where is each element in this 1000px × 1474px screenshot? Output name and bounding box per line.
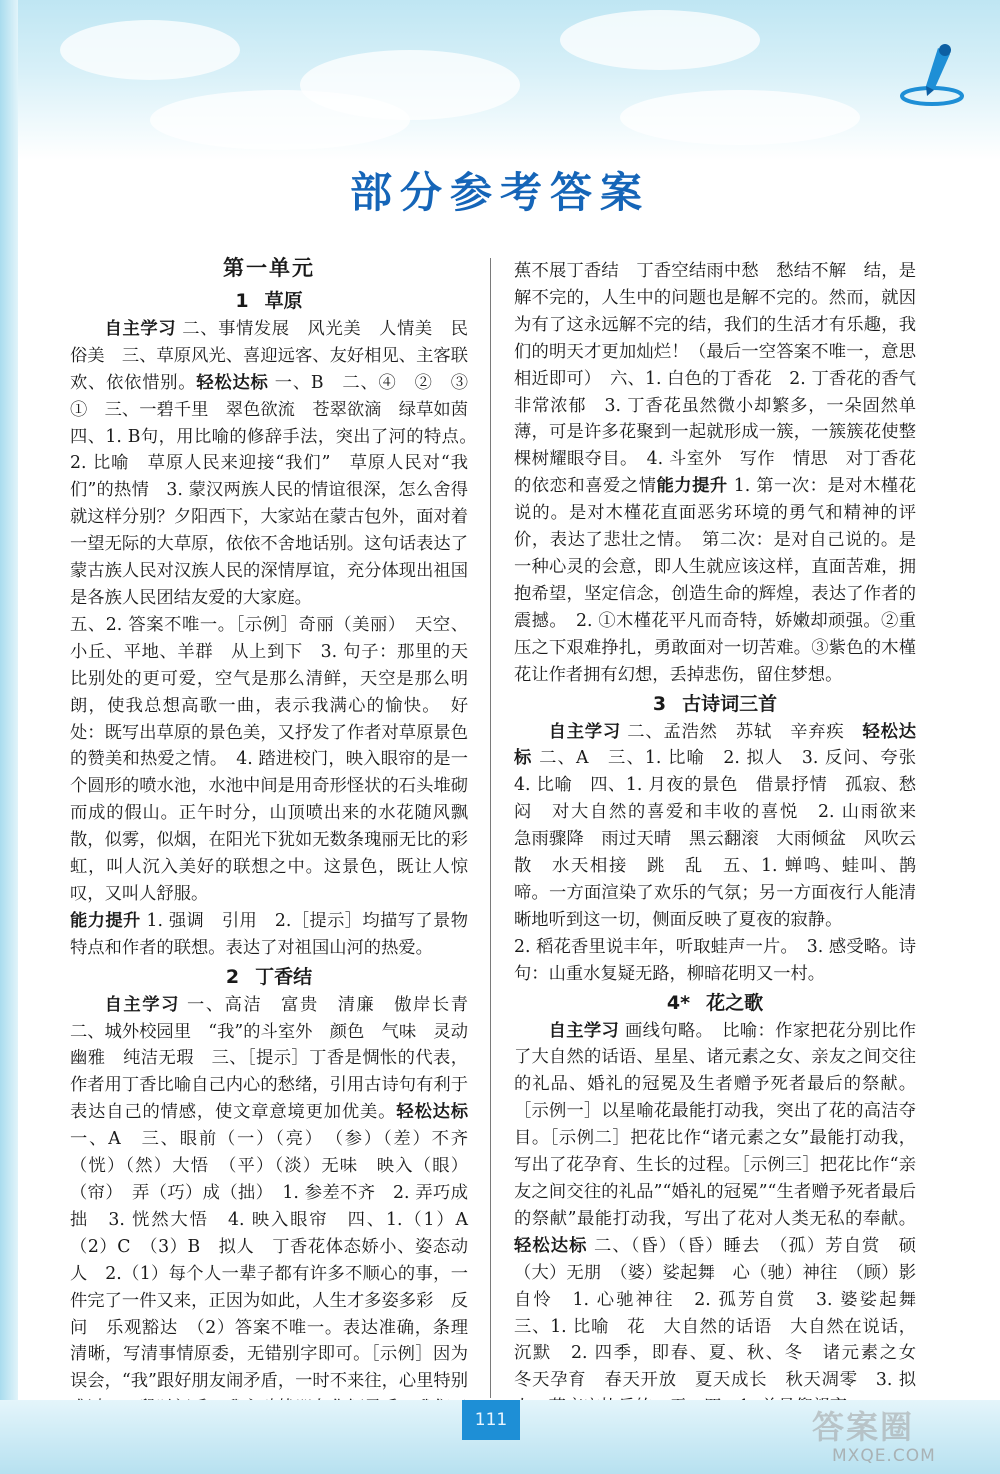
- lesson-title: [514, 988, 916, 1018]
- lesson-name: 丁香结: [255, 965, 313, 988]
- section-label: 自主学习: [104, 994, 180, 1015]
- lesson-number: 4*: [666, 991, 691, 1014]
- lesson-number: 3: [652, 692, 667, 715]
- section-label: 自主学习: [548, 1020, 620, 1041]
- answer-text: 二、事情发展 风光美 人情美 民俗美 三、草原风光、喜迎远客、友好相见、主客联欢、依依惜别。: [70, 318, 468, 393]
- lesson-title: [70, 286, 468, 316]
- section-label: 轻松达标: [514, 1235, 588, 1256]
- section-label: 轻松达标: [196, 372, 269, 393]
- watermark-url: MXQE.COM: [832, 1446, 936, 1466]
- answer-text: 2. 稻花香里说丰年，听取蛙声一片。 3. 感受略。诗句：山重水复疑无路，柳暗花明又一村。: [514, 936, 916, 984]
- answer-paragraph: [70, 908, 468, 962]
- page-number: 111: [462, 1400, 520, 1440]
- answer-paragraph: [514, 719, 934, 934]
- answer-text: 一、B 二、④ ② ③ ① 三、一碧千里 翠色欲流 苍翠欲滴 绿草如茵 四、1. B句，用比喻的修辞手法，突出了河的特点。 2. 比喻 草原人民来迎接“我们” 草原人民对“我们”的热情 3. 蒙汉两族人民的情谊很深，怎么舍得就这样分别？夕阳西下，大家站在蒙古包外，面对着一望无际的大草原，依依不舍地话别。这句话表达了蒙古族人民对汉族人民的深情厚谊，充分体现出祖国是各族人民团结友爱的大家庭。: [70, 372, 486, 608]
- lesson-name: 古诗词三首: [682, 692, 778, 715]
- section-label: 轻松达标: [396, 1102, 468, 1123]
- lesson-name: 花之歌: [706, 991, 764, 1014]
- left-edge-band: [0, 0, 18, 1474]
- answer-text: 画线句略。 比喻：作家把花分别比作了大自然的话语、星星、诸元素之女、亲友之间交往的礼品、婚礼的冠冕及生者赠予死者最后的祭献。［示例一］以星喻花最能打动我，突出了花的高洁夺目。［示例二］把花比作“诸元素之女”最能打动我，写出了花孕育、生长的过程。［示例三］把花比作“亲友之间交往的礼品”“婚礼的冠冕”“生者赠予死者最后的祭献”最能打动我，写出了花对人类无私的奉献。: [514, 1020, 916, 1229]
- answer-paragraph: [514, 258, 916, 689]
- lesson-name: 草原: [264, 289, 303, 312]
- lesson-title: [514, 689, 916, 719]
- answer-text: 五、2. 答案不唯一。［示例］奇丽（美丽） 天空、小丘、平地、羊群 从上到下 3. 句子：那里的天比别处的更可爱，空气是那么清鲜，天空是那么明朗，使我总想高歌一曲，表示我满心的愉快。 好处：既写出草原的景色美，又抒发了作者对草原景色的赞美和热爱之情。 4. 踏进校门，映入眼帘的是一个圆形的喷水池，水池中间是用奇形怪状的石头堆砌而成的假山。正午时分，山顶喷出来的水花随风飘散，似雾，似烟，在阳光下犹如无数条瑰丽无比的彩虹，叫人沉入美好的联想之中。这景色，既让人惊叹，又叫人舒服。: [70, 614, 468, 904]
- section-label: 能力提升: [656, 476, 728, 497]
- answer-text: 一、A 三、眼前（一）（亮） （参）（差）不齐 （恍）（然）大悟 （平）（淡）无味 映入（眼）（帘） 弄（巧）成（拙） 1. 参差不齐 2. 弄巧成拙 3. 恍然大悟 4. 映入眼帘 四、1.（1）A （2）C （3）B 拟人 丁香花体态娇小、姿态动人 2.（1）每个人一辈子都有许多不顺心的事，一件完了一件又来，正因为如此，人生才多姿多彩 反问 乐观豁达 （2）答案不唯一。表达准确，条理清晰，写清事情原委，无错别字即可。［示例］因为误会，“我”跟好朋友闹矛盾，一时不来往，心里特别: [70, 1129, 468, 1392]
- pen-logo-icon: [898, 40, 968, 110]
- answer-text: 蕉不展丁香结 丁香空结雨中愁 愁结不解 结，是解不完的，人生中的问题也是解不完的。然而，就因为有了这永远解不完的结，我们的生活才有乐趣，我们的明天才更加灿烂！（最后一空答案不唯一，意思相近即可） 六、1. 白色的丁香花 2. 丁香花的香气非常浓郁 3. 丁香花虽然微小却繁多，一朵固然单薄，可是许多花聚到一起就形成一簇，一簇簇花使整棵树耀眼夺目。 4. 斗室外 写作 情思 对丁香花的依恋和喜爱之情: [514, 261, 916, 497]
- column-divider: [490, 258, 491, 1398]
- watermark-logo-text: 答案圈: [812, 1408, 915, 1446]
- answer-paragraph: [514, 1018, 916, 1422]
- section-label: 能力提升: [70, 910, 141, 931]
- answer-text: 二、孟浩然 苏轼 辛弃疾: [620, 721, 863, 742]
- section-label: 轻松达标: [514, 721, 916, 769]
- header-sky-band: [0, 0, 1000, 160]
- page-title: 部分参考答案: [349, 168, 650, 217]
- answer-text: 二、（昏）（昏）睡去 （孤）芳自赏 硕（大）无朋 （婆）娑起舞 心（驰）神往 （顾）影自怜 1. 心驰神往 2. 孤芳自赏 3. 婆娑起舞 三、1. 比喻 花 大自然的话语 大自然在说话，沉默 2. 四季，即春、夏、秋、冬 诸元素之女 冬天孕育 春天开放 夏天成长 秋天凋零 3. 拟: [514, 1235, 916, 1391]
- lesson-number: 1: [235, 289, 249, 312]
- left-column: [70, 255, 486, 1474]
- answer-text: 一、高洁 富贵 清廉 傲岸长青 二、城外校园里 “我”的斗室外 颜色 气味 灵动幽雅 纯洁无瑕 三、［提示］丁香是惆怅的代表，作者用丁香比喻自己内心的愁绪，引用古诗句有利于表达自己的情感，使文章意境更加优美。: [70, 994, 486, 1123]
- answer-text: 1. 第一次：是对木槿花说的。是对木槿花直面恶劣环境的勇气和精神的评价，表达了悲壮之情。 第二次：是对自己说的。是一种心灵的会意，即人生就应该这样，直面苦难，拥抱希望，坚定信念，创造生命的辉煌，表达了作者的震撼。 2. ①木槿花平凡而奇特，娇嫩却顽强。②重压之下艰难挣扎，勇敢面对一切苦难。③紫色的木槿花让作者拥有幻想，丢掉悲伤，留住梦想。: [514, 476, 916, 685]
- section-label: 自主学习: [104, 318, 177, 339]
- right-column: [514, 258, 934, 1421]
- answer-text: 二、A 三、1. 比喻 2. 拟人 3. 反问、夸张 4. 比喻 四、1. 月夜的景色 借景抒情 孤寂、愁闷 对大自然的喜爱和丰收的喜悦 2. 山雨欲来 急雨骤降 雨过天晴 黑云翻滚 大雨倾盆 风吹云散 水天相接 跳 乱 五、1. 蝉鸣、蛙叫、鹊啼。一方面渲染了欢乐的气氛；另一方面夜行人能清晰地听到这一切，侧面反映了夏夜的寂静。: [514, 748, 934, 930]
- section-label: 自主学习: [548, 721, 621, 742]
- answer-paragraph: [514, 934, 916, 988]
- unit-title: 第一单元: [223, 256, 315, 280]
- lesson-title: [70, 962, 468, 992]
- answer-paragraph: [70, 612, 468, 908]
- answer-text: 1. 强调 引用 2.［提示］均描写了景物特点和作者的联想。表达了对祖国山河的热爱。: [70, 910, 468, 958]
- lesson-number: 2: [225, 965, 240, 988]
- site-watermark: [812, 1408, 988, 1468]
- answer-paragraph: [70, 316, 486, 612]
